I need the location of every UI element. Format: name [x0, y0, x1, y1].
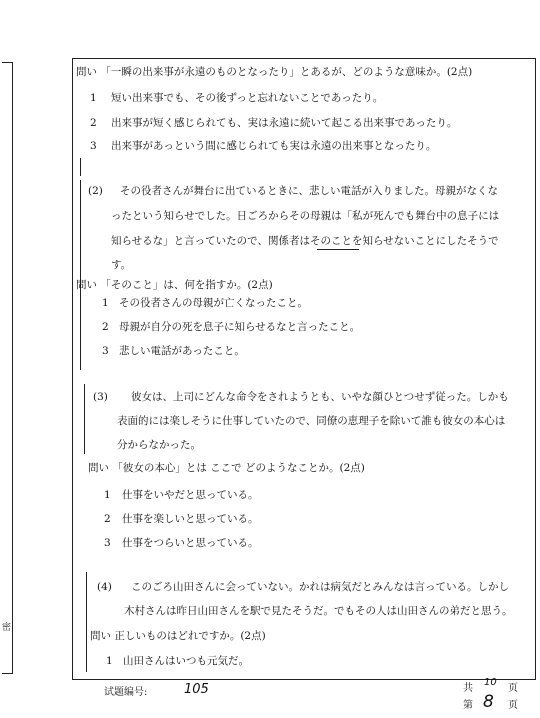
q4-passage-line: 木村さんは昨日山田さんを駅で見たそうだ。でもその人は山田さんの弟だと思う。: [124, 605, 513, 617]
q3-label: (3): [93, 391, 108, 403]
q3-option-num: 2: [104, 513, 111, 525]
binding-tick-bottom: [2, 673, 13, 674]
page-label-b: 页: [508, 700, 518, 711]
q3-passage-line: 表面的には楽しそうに仕事していたので、同僚の恵理子を除いて誰も彼女の本心は: [117, 415, 506, 427]
q3-option: 仕事をいやだと思っている。: [122, 489, 259, 501]
q3-option: 仕事をつらいと思っている。: [122, 537, 259, 549]
q2-label: (2): [88, 185, 103, 197]
q2-option-num: 3: [102, 345, 109, 357]
q2-option-num: 2: [102, 321, 109, 333]
page-label-a: 第: [463, 700, 473, 711]
q3-question: 問い 「彼女の本心」とは ここで どのようなことか。(2点): [88, 462, 365, 474]
binding-tick-top: [2, 62, 13, 63]
q1-option-num: 2: [90, 117, 97, 129]
q1-option: 短い出来事でも、その後ずっと忘れないことであったり。: [111, 92, 384, 104]
margin-rule: [80, 180, 81, 370]
margin-rule: [84, 384, 85, 454]
page-number-value: 8: [483, 692, 494, 712]
q4-option-num: 1: [106, 655, 113, 667]
margin-rule: [80, 158, 81, 176]
q1-option-num: 1: [90, 92, 97, 104]
q1-question: 問い 「一瞬の出来事が永遠のものとなったり」とあるが、どのような意味か。(2点): [76, 66, 473, 78]
binding-line: [12, 62, 13, 674]
exam-code-value: 105: [184, 682, 209, 697]
q4-label: (4): [97, 581, 112, 593]
q2-passage-line: ったという知らせでした。日ごろからその母親は「私が死んでも舞台中の息子には: [111, 210, 500, 222]
q4-passage-line: このごろ山田さんに会っていない。かれは病気だとみんなは言っている。しかし: [131, 581, 509, 593]
q3-option-num: 3: [104, 537, 111, 549]
exam-code-label: 试题编号:: [104, 687, 148, 698]
q2-passage-line: その役者さんが舞台に出ているときに、悲しい電話が入りました。母親がなくな: [120, 185, 498, 197]
q2-passage-line: す。: [111, 259, 132, 271]
q3-passage-line: 彼女は、上司にどんな命令をされようとも、いやな顔ひとつせず従った。しかも: [131, 391, 509, 403]
margin-mark: 密: [2, 623, 12, 633]
q2-option-num: 1: [102, 297, 109, 309]
q2-passage-line: 知らせるな」と言っていたので、関係者はそのことを知らせないことにしたそうで: [111, 235, 499, 247]
q3-passage-line: 分からなかった。: [117, 439, 201, 451]
q1-option: 出来事があっという間に感じられても実は永遠の出来事となったり。: [111, 140, 437, 152]
margin-rule: [86, 572, 87, 672]
total-pages-value: 10: [484, 677, 497, 688]
underline-sonokoto: [317, 249, 359, 250]
q4-question: 問い 正しいものはどれですか。(2点): [90, 630, 266, 642]
q2-question: 問い 「そのこと」は、何を指すか。(2点): [76, 279, 273, 291]
q1-option: 出来事が短く感じられても、実は永遠に続いて起こる出来事であったり。: [111, 117, 458, 129]
q2-option: 悲しい電話があったこと。: [119, 345, 245, 357]
total-pages-label-a: 共: [463, 683, 473, 694]
q3-option: 仕事を楽しいと思っている。: [122, 513, 259, 525]
q2-option: 母親が自分の死を息子に知らせるなと言ったこと。: [119, 321, 361, 333]
q3-option-num: 1: [104, 489, 111, 501]
q1-option-num: 3: [90, 140, 97, 152]
q2-option: その役者さんの母親が亡くなったこと。: [119, 297, 308, 309]
q4-option: 山田さんはいつも元気だ。: [123, 655, 249, 667]
total-pages-label-b: 页: [508, 683, 518, 694]
